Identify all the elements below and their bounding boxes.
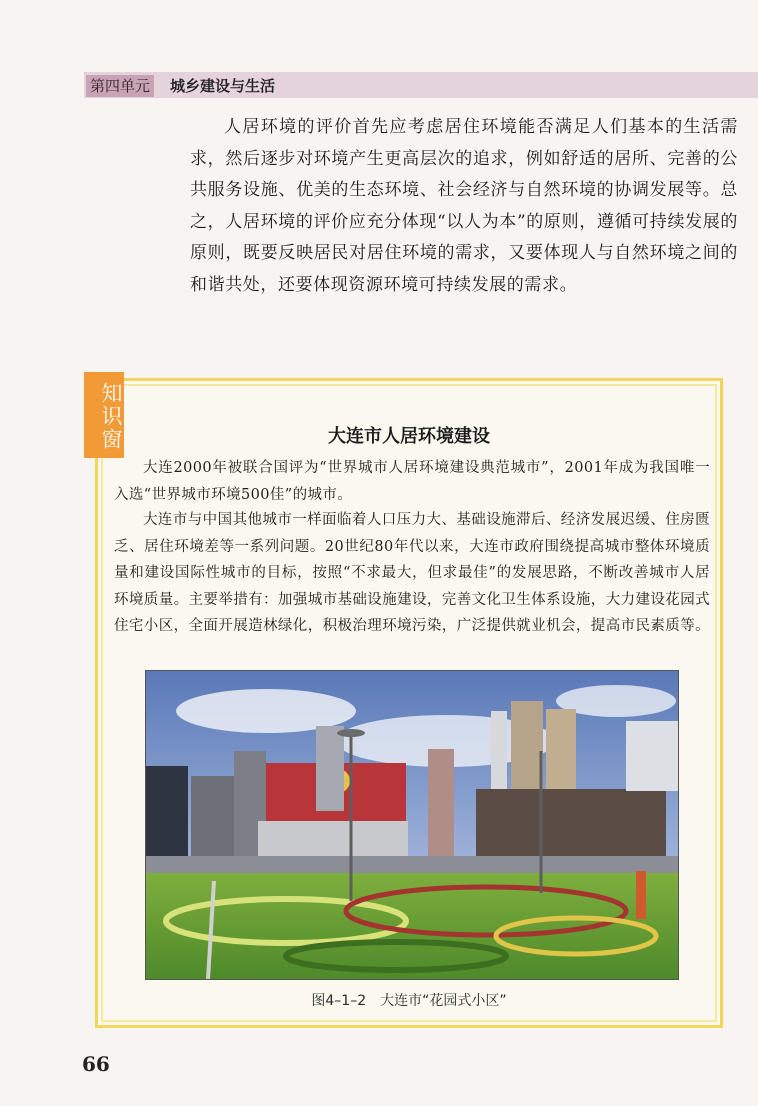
figure-caption: 图4–1–2 大连市“花园式小区” — [311, 993, 507, 1009]
knowledge-window-title: 大连市人居环境建设 — [328, 426, 490, 447]
knowledge-paragraph-1: 大连2000年被联合国评为“世界城市人居环境建设典范城市”，2001年成为我国唯一入选“世界城市环境500佳”的城市。 — [114, 460, 710, 503]
dalian-garden-district-photo — [145, 670, 679, 980]
intro-paragraph: 人居环境的评价首先应考虑居住环境能否满足人们基本的生活需求，然后逐步对环境产生更高层次的追求，例如舒适的居所、完善的公共服务设施、优美的生态环境、社会经济与自然环境的协调发展等。总之，人居环境的评价应充分体现“以人为本”的原则，遵循可持续发展的原则，既要反映居民对居住环境的需求，又要体现人与自然环境之间的和谐共处，还要体现资源环境可持续发展的需求。 — [190, 117, 738, 295]
unit-title: 城乡建设与生活 — [170, 77, 276, 95]
page-number: 66 — [82, 1052, 110, 1076]
knowledge-paragraph-2: 大连市与中国其他城市一样面临着人口压力大、基础设施滞后、经济发展迟缓、住房匮乏、居住环境差等一系列问题。20世纪80年代以来，大连市政府围绕提高城市整体环境质量和建设国际性城市的目标，按照“不求最大，但求最佳”的发展思路，不断改善城市人居环境质量。主要举措有：加强城市基础设施建设，完善文化卫生体系设施，大力建设花园式住宅小区，全面开展造林绿化，积极治理环境污染，广泛提供就业机会，提高市民素质等。 — [114, 512, 710, 634]
unit-label: 第四单元 — [86, 75, 154, 97]
knowledge-window-tag: 知识窗 — [84, 372, 124, 458]
